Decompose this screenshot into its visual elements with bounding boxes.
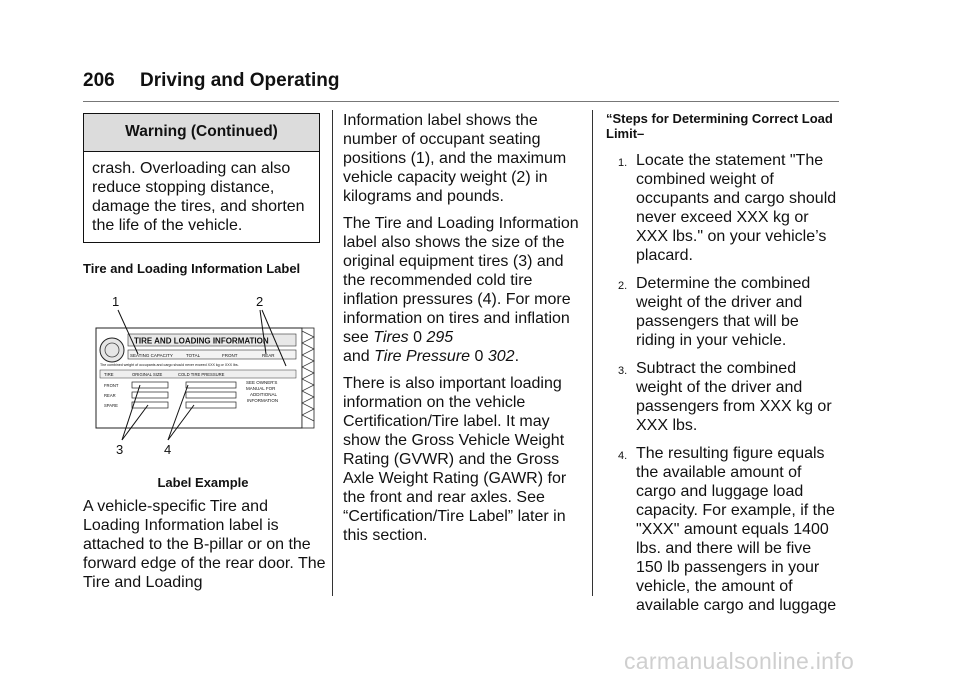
manual-note-line-1: SEE OWNER'S: [246, 380, 278, 385]
warning-body: crash. Overloading can also reduce stopping distance, damage the tires, and shorten the life of the vehicle.: [84, 151, 319, 242]
step-number: 3.: [618, 365, 628, 377]
ref-symbol: 0: [474, 348, 484, 365]
ref-tires-link[interactable]: Tires: [373, 329, 409, 346]
list-item: [606, 444, 842, 615]
column-3: [606, 111, 842, 624]
column-2: [343, 111, 583, 553]
and-word: and: [343, 348, 370, 365]
callout-2: 2: [256, 294, 264, 309]
ref-tire-pressure-page[interactable]: 302: [487, 348, 515, 365]
page-header: [83, 70, 340, 92]
warning-title: Warning (Continued): [84, 114, 319, 151]
step-text: The resulting figure equals the available amount of cargo and luggage load capacity. For example, if the "XXX" amount equals 1400 lbs. and there will be five 150 lb passengers in your vehicle, the amount of available cargo and luggage: [636, 445, 837, 614]
combined-weight-text: The combined weight of occupants and cargo should never exceed XXX kg or XXX lbs.: [100, 363, 239, 367]
column-divider: [592, 110, 593, 596]
tire-label-heading: Tire and Loading Information Label: [83, 261, 301, 276]
manual-note-line-2: MANUAL FOR: [246, 386, 276, 391]
emblem-icon: [100, 338, 124, 362]
warning-box: [83, 113, 320, 243]
section-title: Driving and Operating: [139, 70, 340, 91]
table-header-original-size: ORIGINAL SIZE: [132, 372, 163, 377]
label-title: TIRE AND LOADING INFORMATION: [134, 336, 269, 346]
tire-row-spare: SPARE: [104, 403, 118, 408]
para-loading-info: There is also important loading information on the vehicle Certification/Tire label. It may show the Gross Vehicle Weight Rating (GVWR) and the Gross Axle Weight Rating (GAWR) for the front and rear axles. See “Certification/Tire Label” later in this section.: [343, 375, 567, 544]
step-text: Determine the combined weight of the driver and passengers that will be riding in your vehicle.: [636, 275, 811, 349]
manual-note-line-3: ADDITIONAL: [250, 392, 278, 397]
steps-heading: “Steps for Determining Correct Load Limit–: [606, 111, 833, 141]
ref-tire-pressure-link[interactable]: Tire Pressure: [374, 348, 471, 365]
column-1: [83, 113, 323, 276]
steps-list: [606, 151, 842, 615]
tire-label-figure: [90, 290, 322, 460]
step-text: Locate the statement "The combined weight of occupants and cargo should never exceed XXX kg or XXX lbs." on your vehicle’s placard.: [636, 152, 837, 264]
table-header-cold-pressure: COLD TIRE PRESSURE: [178, 372, 225, 377]
seating-total-cell: TOTAL: [186, 353, 201, 358]
para-label-shows: Information label shows the number of occupant seating positions (1), and the maximum vehicle capacity weight (2) in kilograms and pounds.: [343, 112, 567, 205]
ref-symbol: 0: [413, 329, 423, 346]
seating-rear-cell: REAR: [262, 353, 275, 358]
para-tire-info-text: The Tire and Loading Information label also shows the size of the original equipment tires (3) and the recommended cold tire inflation pressures (4). For more information on tires and inflation see: [343, 215, 579, 346]
figure-caption: Label Example: [157, 475, 249, 490]
header-rule: [83, 101, 839, 102]
column-1-body: [83, 497, 328, 600]
step-number: 2.: [618, 280, 628, 292]
page-number: 206: [83, 70, 115, 91]
list-item: [606, 274, 842, 350]
callout-4: 4: [164, 442, 172, 457]
tire-row-rear: REAR: [104, 393, 116, 398]
manual-note-line-4: INFORMATION: [247, 398, 279, 403]
list-item: [606, 151, 842, 265]
seating-front-cell: FRONT: [222, 353, 238, 358]
column-divider: [332, 110, 333, 596]
watermark: carmanualsonline.info: [624, 648, 855, 674]
list-item: [606, 359, 842, 435]
step-number: 1.: [618, 157, 628, 169]
intro-paragraph: A vehicle-specific Tire and Loading Information label is attached to the B-pillar or on the forward edge of the rear door. The Tire and Loading: [83, 498, 326, 591]
step-text: Subtract the combined weight of the driver and passengers from XXX kg or XXX lbs.: [636, 360, 832, 434]
ref-tires-page[interactable]: 295: [426, 329, 454, 346]
callout-3: 3: [116, 442, 124, 457]
step-number: 4.: [618, 450, 628, 462]
para-tire-info: The Tire and Loading Information label also shows the size of the original equipment tires (3) and the recommended cold tire inflation pressures (4). For more information on tires and inflation see Tires 0 295 and Tire Pressure 0 302.: [343, 215, 579, 365]
callout-1: 1: [112, 294, 120, 309]
table-header-tire: TIRE: [104, 372, 114, 377]
seating-capacity-cell: SEATING CAPACITY: [130, 353, 173, 358]
tire-row-front: FRONT: [104, 383, 119, 388]
